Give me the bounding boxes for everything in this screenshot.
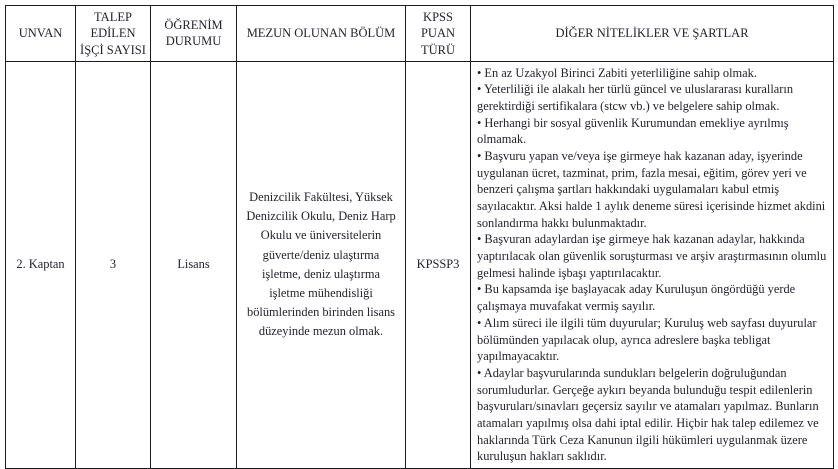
requirement-item: • Bu kapsamda işe başlayacak aday Kuruluşun öngördüğü yerde çalışmaya muvafakat vermiş sayılır.	[477, 282, 796, 314]
requirements-list	[477, 65, 827, 465]
requirement-item: • Herhangi bir sosyal güvenlik Kurumundan emekliye ayrılmış olmamak.	[477, 115, 789, 147]
requirement-item: • En az Uzakyol Birinci Zabiti yeterliliğine sahip olmak.	[477, 65, 757, 80]
table-row	[6, 61, 834, 468]
cell-mezun-olunan-bolum: Denizcilik Fakültesi, Yüksek Denizcilik Okulu, Deniz Harp Okulu ve üniversitelerin güverte/deniz ulaştırma işletme, deniz ulaştırma işletme mühendisliği bölümlerinden birinden lisans düzeyinde mezun olmak.	[237, 61, 406, 468]
col-header-talep-edilen-isci-sayisi: TALEP EDİLEN İŞÇİ SAYISI	[76, 6, 151, 62]
requirement-item: • Adaylar başvurularında sundukları belgelerin doğruluğundan sorumludurlar. Gerçeğe aykırı beyanda bulunduğu tespit edilenlerin başvuruları/sınavları geçersiz sayılır ve atamaları yapılmaz. Bunların atamaları yapılmış olsa dahi iptal edilir. Hiçbir hak talep edilemez ve haklarında Türk Ceza Kanunun ilgili hükümleri uygulanmak üzere kuruluşun hakları saklıdır.	[477, 365, 819, 464]
cell-kpss-puan-turu: KPSSP3	[406, 61, 471, 468]
requirement-item: • Yeterliliği ile alakalı her türlü güncel ve uluslararası kuralların gerektirdiği sertifikalara (stcw vb.) ve belgelere sahip olmak.	[477, 82, 794, 114]
col-header-ogrenim-durumu: ÖĞRENİM DURUMU	[151, 6, 237, 62]
col-header-unvan: UNVAN	[6, 6, 76, 62]
cell-talep-edilen-isci-sayisi: 3	[76, 61, 151, 468]
header-row	[6, 6, 834, 62]
cell-ogrenim-durumu: Lisans	[151, 61, 237, 468]
col-header-kpss-puan-turu: KPSS PUAN TÜRÜ	[406, 6, 471, 62]
cell-diger-nitelikler-ve-sartlar	[471, 61, 834, 468]
job-posting-table	[5, 5, 834, 469]
requirement-item: • Alım süreci ile ilgili tüm duyurular; Kuruluş web sayfası duyurular bölümünden yapılacak olup, ayrıca adreslere başka tebligat yapılmayacaktır.	[477, 315, 817, 364]
cell-unvan: 2. Kaptan	[6, 61, 76, 468]
col-header-diger-nitelikler-ve-sartlar: DİĞER NİTELİKLER VE ŞARTLAR	[471, 6, 834, 62]
requirement-item: • Başvuru yapan ve/veya işe girmeye hak kazanan aday, işyerinde uygulanan ücret, tazminat, prim, fazla mesai, eğitim, görev yeri ve benzeri çalışma şartları hakkındaki uygulamaları kabul etmiş sayılacaktır. Aksi halde 1 aylık deneme süresi içerisinde hizmet akdini sonlandırma hakkı bulunmaktadır.	[477, 149, 826, 230]
requirement-item: • Başvuran adaylardan işe girmeye hak kazanan adaylar, hakkında yaptırılacak olan güvenlik soruşturması ve arşiv araştırmasının olumlu gelmesi halinde işbaşı yaptırılacaktır.	[477, 232, 827, 280]
col-header-mezun-olunan-bolum: MEZUN OLUNAN BÖLÜM	[237, 6, 406, 62]
